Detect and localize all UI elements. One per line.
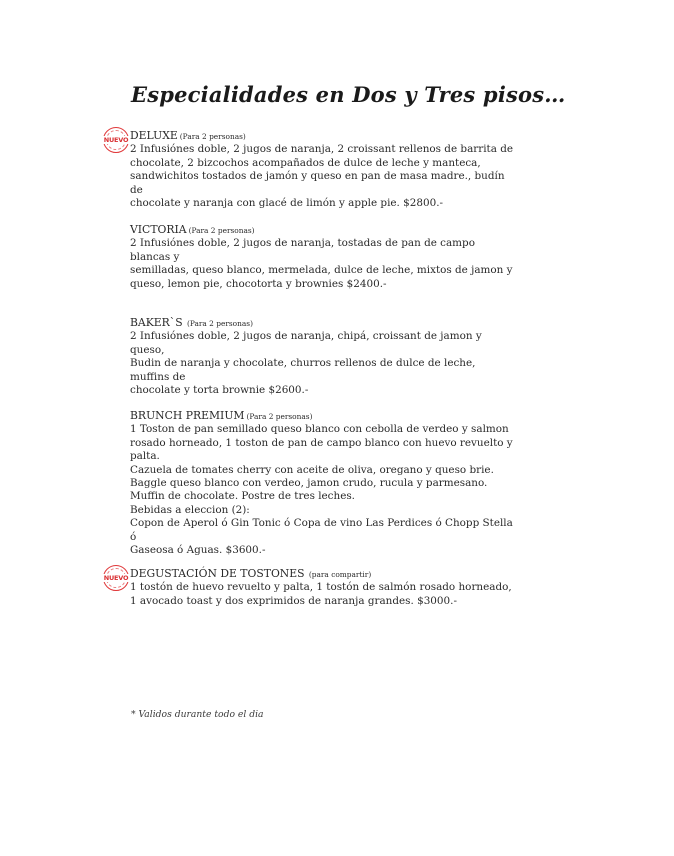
menu-item-brunch-premium: [130, 409, 515, 557]
menu-item-header: [130, 129, 515, 143]
menu-item-degustacion-tostones: [130, 567, 515, 608]
menu-item-header: [130, 316, 515, 330]
new-badge-stamp: NUEVO: [103, 127, 129, 153]
menu-item-victoria: [130, 223, 515, 291]
page-title: Especialidades en Dos y Tres pisos…: [131, 82, 566, 107]
menu-item-name: VICTORIA: [130, 223, 187, 236]
menu-item-header: [130, 567, 515, 581]
menu-item-header: [130, 409, 515, 423]
menu-item-serving-note: (Para 2 personas): [246, 412, 313, 421]
menu-item-header: [130, 223, 515, 237]
menu-item-serving-note: (Para 2 personas): [184, 319, 253, 328]
menu-item-name: DELUXE: [130, 129, 178, 142]
menu-item-deluxe: [130, 129, 515, 210]
menu-item-description: 2 Infusiónes doble, 2 jugos de naranja, tostadas de pan de campo blancas y semilladas, queso blanco, mermelada, dulce de leche, mixtos de jamon y queso, lemon pie, chocotorta y brownies $2400.-: [130, 237, 513, 290]
menu-item-description: 1 Toston de pan semillado queso blanco con cebolla de verdeo y salmon rosado horneado, 1 toston de pan de campo blanco con huevo revuelto y palta. Cazuela de tomates cherry con aceite de oliva, oregano y queso brie. Baggle queso blanco con verdeo, jamon crudo, rucula y parmesano. Muffin de chocolate. Postre de tres leches. Bebidas a eleccion (2): Copon de Aperol ó Gin Tonic ó Copa de vino Las Perdices ó Chopp Stella ó Gaseosa ó Aguas. $3600.-: [130, 423, 513, 557]
menu-item-serving-note: (Para 2 personas): [179, 132, 246, 141]
menu-item-serving-note: (para compartir): [306, 570, 372, 579]
validity-footnote: * Validos durante todo el dia: [131, 709, 264, 720]
menu-item-bakers: [130, 316, 515, 397]
menu-item-description: 2 Infusiónes doble, 2 jugos de naranja, 2 croissant rellenos de barrita de chocolate, 2 bizcochos acompañados de dulce de leche y manteca, sandwichitos tostados de jamón y queso en pan de masa madre., budín de chocolate y naranja con glacé de limón y apple pie. $2800.-: [130, 143, 513, 210]
menu-item-name: BAKER`S: [130, 316, 183, 329]
menu-item-serving-note: (Para 2 personas): [188, 226, 255, 235]
menu-item-description: 2 Infusiónes doble, 2 jugos de naranja, chipá, croissant de jamon y queso, Budin de naranja y chocolate, churros rellenos de dulce de leche, muffins de chocolate y torta brownie $2600.-: [130, 330, 482, 397]
menu-item-name: DEGUSTACIÓN DE TOSTONES: [130, 567, 305, 580]
new-badge-stamp: NUEVO: [103, 565, 129, 591]
menu-item-description: 1 tostón de huevo revuelto y palta, 1 tostón de salmón rosado horneado, 1 avocado toast y dos exprimidos de naranja grandes. $3000.-: [130, 581, 512, 607]
menu-item-name: BRUNCH PREMIUM: [130, 409, 245, 422]
